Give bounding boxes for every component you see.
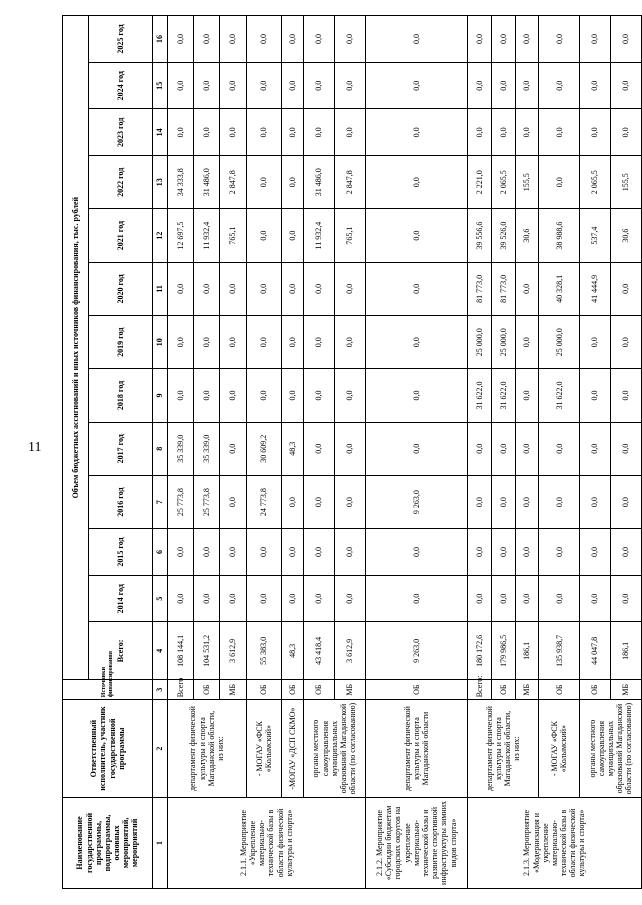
- value-year: 0,0: [610, 62, 641, 109]
- header-name: Наименование государственной программы, подпрограммы, основных мероприятий, мероприятий: [63, 797, 153, 888]
- value-year: 0,0: [467, 62, 491, 109]
- responsible-iz-nih: из них:: [216, 736, 226, 761]
- value-year: 0,0: [365, 422, 467, 475]
- source-cell: Всего:: [467, 680, 491, 700]
- col-index: 14: [153, 109, 168, 156]
- value-year: 0,0: [334, 369, 365, 422]
- header-year: 2017 год: [89, 422, 153, 475]
- value-year: 0,0: [220, 369, 246, 422]
- value-year: 0,0: [579, 62, 610, 109]
- value-year: 0,0: [246, 109, 282, 156]
- value-year: 38 988,6: [539, 209, 580, 262]
- header-year: 2016 год: [89, 475, 153, 528]
- value-year: 0,0: [220, 16, 246, 63]
- value-total: 108 144,1: [168, 622, 194, 680]
- value-year: 0,0: [539, 422, 580, 475]
- value-year: 0,0: [334, 475, 365, 528]
- value-year: 0,0: [365, 109, 467, 156]
- value-year: 25 000,0: [539, 316, 580, 369]
- value-year: 81 773,0: [491, 262, 515, 315]
- value-total: 186,1: [610, 622, 641, 680]
- col-index: 12: [153, 209, 168, 262]
- header-year: 2024 год: [89, 62, 153, 109]
- value-year: 0,0: [515, 109, 539, 156]
- value-year: 11 932,4: [303, 209, 334, 262]
- header-year: 2020 год: [89, 262, 153, 315]
- value-year: 0,0: [515, 369, 539, 422]
- measure-name-213: 2.1.3. Мероприятие «Модернизация и укрепление материально-технической базы в области физической культуры и спорта»: [467, 797, 641, 888]
- value-year: 0,0: [467, 109, 491, 156]
- value-year: 0,0: [334, 109, 365, 156]
- value-year: 31 622,0: [491, 369, 515, 422]
- value-total: 44 047,8: [579, 622, 610, 680]
- value-year: 0,0: [365, 16, 467, 63]
- value-year: 0,0: [194, 109, 220, 156]
- value-year: 0,0: [365, 62, 467, 109]
- value-year: 0,0: [334, 529, 365, 576]
- value-year: 40 328,1: [539, 262, 580, 315]
- value-year: 0,0: [365, 529, 467, 576]
- value-total: 180 172,6: [467, 622, 491, 680]
- page-number: 11: [28, 440, 42, 455]
- value-year: 0,0: [579, 475, 610, 528]
- header-year: 2023 год: [89, 109, 153, 156]
- value-year: 0,0: [282, 369, 303, 422]
- value-year: 0,0: [334, 422, 365, 475]
- value-year: 35 339,0: [194, 422, 220, 475]
- value-year: 0,0: [539, 109, 580, 156]
- value-year: 31 622,0: [467, 369, 491, 422]
- value-year: 0,0: [220, 422, 246, 475]
- source-cell: МБ: [220, 680, 246, 700]
- responsible-dep: департамент физической культуры и спорта Магаданской области,: [484, 706, 513, 792]
- value-year: 0,0: [303, 529, 334, 576]
- value-year: 0,0: [610, 422, 641, 475]
- responsible-iz-nih: из них:: [512, 736, 522, 761]
- measure-name-212: 2.1.2. Мероприятие «Субсидии бюджетам городских округов на укрепление материально-технической базы и развитие спортивной инфраструктуры зимних видов спорта»: [365, 797, 467, 888]
- header-total: Всего:: [89, 622, 153, 680]
- value-year: 0,0: [303, 109, 334, 156]
- value-year: 0,0: [610, 16, 641, 63]
- value-year: 765,1: [220, 209, 246, 262]
- value-year: 0,0: [491, 575, 515, 622]
- value-year: 0,0: [194, 62, 220, 109]
- header-year: 2025 год: [89, 16, 153, 63]
- source-cell: ОБ: [194, 680, 220, 700]
- value-year: 0,0: [491, 62, 515, 109]
- value-year: 48,3: [282, 422, 303, 475]
- value-year: 0,0: [515, 316, 539, 369]
- value-year: 0,0: [303, 16, 334, 63]
- value-year: 0,0: [194, 369, 220, 422]
- rotated-table-wrapper: [62, 15, 642, 889]
- table-row: [282, 16, 303, 889]
- value-year: 0,0: [303, 475, 334, 528]
- value-year: 0,0: [467, 475, 491, 528]
- value-year: 41 444,9: [579, 262, 610, 315]
- value-year: 0,0: [515, 475, 539, 528]
- value-year: 155,5: [515, 156, 539, 209]
- value-year: 0,0: [491, 529, 515, 576]
- value-year: 0,0: [220, 62, 246, 109]
- value-year: 0,0: [194, 529, 220, 576]
- value-year: 0,0: [334, 16, 365, 63]
- value-year: 0,0: [282, 62, 303, 109]
- col-index: 2: [153, 700, 168, 798]
- value-year: 0,0: [194, 575, 220, 622]
- value-year: 0,0: [365, 575, 467, 622]
- table-row: [467, 16, 491, 889]
- value-year: 0,0: [334, 575, 365, 622]
- source-cell: ОБ: [491, 680, 515, 700]
- table-row: [303, 16, 334, 889]
- value-year: 0,0: [467, 422, 491, 475]
- value-year: 30,6: [610, 209, 641, 262]
- col-index: 13: [153, 156, 168, 209]
- value-total: 3 612,9: [334, 622, 365, 680]
- value-year: 0,0: [282, 262, 303, 315]
- value-year: 0,0: [579, 422, 610, 475]
- source-cell: МБ: [515, 680, 539, 700]
- value-year: 31 486,0: [303, 156, 334, 209]
- value-year: 25 000,0: [467, 316, 491, 369]
- value-year: 155,5: [610, 156, 641, 209]
- header-source: Источники финансирования: [63, 680, 153, 700]
- value-year: 30,6: [515, 209, 539, 262]
- col-index: 1: [153, 797, 168, 888]
- responsible-omsu-213: органы местного самоуправления муниципальных образований Магаданской области (по согласованию): [579, 700, 641, 798]
- value-year: 0,0: [246, 316, 282, 369]
- source-cell: ОБ: [303, 680, 334, 700]
- value-year: 0,0: [282, 575, 303, 622]
- value-year: 0,0: [579, 529, 610, 576]
- value-year: 0,0: [539, 156, 580, 209]
- source-cell: Всего: [168, 680, 194, 700]
- value-year: 0,0: [282, 209, 303, 262]
- value-total: 9 263,0: [365, 622, 467, 680]
- col-index: 3: [153, 680, 168, 700]
- table-stage: [62, 15, 642, 889]
- value-year: 0,0: [491, 422, 515, 475]
- value-year: 39 556,6: [467, 209, 491, 262]
- value-year: 0,0: [334, 62, 365, 109]
- header-year: 2019 год: [89, 316, 153, 369]
- value-year: 0,0: [246, 575, 282, 622]
- value-year: 12 697,5: [168, 209, 194, 262]
- header-year: 2022 год: [89, 156, 153, 209]
- value-year: 2 065,5: [579, 156, 610, 209]
- value-year: 25 000,0: [491, 316, 515, 369]
- value-total: 135 938,7: [539, 622, 580, 680]
- value-year: 0,0: [515, 575, 539, 622]
- value-year: 0,0: [610, 316, 641, 369]
- value-year: 0,0: [610, 262, 641, 315]
- value-year: 765,1: [334, 209, 365, 262]
- value-year: 0,0: [246, 262, 282, 315]
- value-total: 186,1: [515, 622, 539, 680]
- value-year: 30 609,2: [246, 422, 282, 475]
- value-year: 0,0: [246, 156, 282, 209]
- value-total: 55 383,0: [246, 622, 282, 680]
- col-index: 4: [153, 622, 168, 680]
- responsible-dep: департамент физической культуры и спорта Магаданской области,: [188, 706, 216, 792]
- value-year: 0,0: [220, 475, 246, 528]
- value-year: 0,0: [194, 16, 220, 63]
- value-year: 2 065,5: [491, 156, 515, 209]
- value-total: 179 986,5: [491, 622, 515, 680]
- value-year: 0,0: [491, 109, 515, 156]
- value-year: 0,0: [168, 262, 194, 315]
- value-year: 0,0: [246, 16, 282, 63]
- value-year: 11 932,4: [194, 209, 220, 262]
- value-year: 0,0: [282, 316, 303, 369]
- header-year: 2014 год: [89, 575, 153, 622]
- value-year: 0,0: [365, 209, 467, 262]
- value-year: 0,0: [168, 16, 194, 63]
- value-year: 0,0: [610, 529, 641, 576]
- source-cell: ОБ: [365, 680, 467, 700]
- value-year: 31 486,0: [194, 156, 220, 209]
- responsible-cell: [168, 700, 247, 798]
- value-year: 0,0: [365, 316, 467, 369]
- value-year: 24 773,8: [246, 475, 282, 528]
- value-year: 0,0: [539, 16, 580, 63]
- responsible-mogau-fsk-213: - МОГАУ «ФСК «Колымский»: [539, 700, 580, 798]
- value-year: 0,0: [515, 62, 539, 109]
- value-year: 0,0: [467, 16, 491, 63]
- value-year: 0,0: [491, 475, 515, 528]
- value-year: 0,0: [220, 109, 246, 156]
- value-year: 0,0: [539, 575, 580, 622]
- table-row: [365, 16, 467, 889]
- value-year: 0,0: [579, 109, 610, 156]
- table-row: [539, 16, 580, 889]
- value-year: 0,0: [168, 529, 194, 576]
- value-year: 0,0: [220, 262, 246, 315]
- col-index: 9: [153, 369, 168, 422]
- value-year: 0,0: [539, 529, 580, 576]
- value-year: 2 847,8: [334, 156, 365, 209]
- col-index: 16: [153, 16, 168, 63]
- column-index-row: [153, 16, 168, 889]
- value-year: 2 221,0: [467, 156, 491, 209]
- value-year: 39 526,0: [491, 209, 515, 262]
- value-year: 0,0: [365, 262, 467, 315]
- value-year: 0,0: [303, 575, 334, 622]
- value-year: 0,0: [515, 262, 539, 315]
- source-cell: ОБ: [246, 680, 282, 700]
- col-index: 7: [153, 475, 168, 528]
- value-year: 0,0: [515, 529, 539, 576]
- header-year: 2018 год: [89, 369, 153, 422]
- responsible-omsu: органы местного самоуправления муниципальных образований Магаданской области (по согласованию): [303, 700, 365, 798]
- value-year: 0,0: [579, 316, 610, 369]
- value-total: 3 612,9: [220, 622, 246, 680]
- financing-table: [62, 15, 642, 889]
- table-row: [246, 16, 282, 889]
- responsible-mogau-fsk: - МОГАУ «ФСК «Колымский»: [246, 700, 282, 798]
- value-year: 35 339,0: [168, 422, 194, 475]
- table-row: [168, 16, 194, 889]
- value-year: 537,4: [579, 209, 610, 262]
- value-year: 31 622,0: [539, 369, 580, 422]
- value-year: 0,0: [515, 16, 539, 63]
- col-index: 15: [153, 62, 168, 109]
- responsible-mogau-dsp: -МОГАУ «ДСП СКМО»: [282, 700, 303, 798]
- value-year: 0,0: [282, 109, 303, 156]
- value-year: 0,0: [282, 156, 303, 209]
- value-total: 43 418,4: [303, 622, 334, 680]
- value-year: 0,0: [168, 575, 194, 622]
- value-year: 0,0: [246, 369, 282, 422]
- value-year: 0,0: [303, 422, 334, 475]
- value-year: 0,0: [220, 529, 246, 576]
- value-year: 0,0: [303, 62, 334, 109]
- responsible-dep-212: департамент физической культуры и спорта Магаданской области: [365, 700, 467, 798]
- value-year: 0,0: [610, 109, 641, 156]
- source-cell: ОБ: [579, 680, 610, 700]
- header-responsible: Ответственный исполнитель, участник государственной программы: [63, 700, 153, 798]
- value-year: 25 773,8: [168, 475, 194, 528]
- value-year: 0,0: [282, 529, 303, 576]
- table-row: [579, 16, 610, 889]
- source-cell: ОБ: [282, 680, 303, 700]
- value-year: 0,0: [491, 16, 515, 63]
- value-year: 34 333,8: [168, 156, 194, 209]
- header-year: 2021 год: [89, 209, 153, 262]
- value-year: 0,0: [168, 109, 194, 156]
- value-year: 0,0: [303, 262, 334, 315]
- col-index: 6: [153, 529, 168, 576]
- value-year: 0,0: [334, 316, 365, 369]
- source-cell: МБ: [610, 680, 641, 700]
- source-cell: ОБ: [539, 680, 580, 700]
- col-index: 11: [153, 262, 168, 315]
- value-year: 0,0: [539, 62, 580, 109]
- header-year: 2015 год: [89, 529, 153, 576]
- value-year: 0,0: [220, 316, 246, 369]
- measure-name-211: 2.1.1. Мероприятие «Укрепление материально-технической базы в области физической культуры и спорта»: [168, 797, 366, 888]
- col-index: 8: [153, 422, 168, 475]
- value-year: 0,0: [303, 369, 334, 422]
- value-year: 0,0: [467, 529, 491, 576]
- value-year: 0,0: [194, 262, 220, 315]
- value-year: 0,0: [365, 369, 467, 422]
- value-year: 9 263,0: [365, 475, 467, 528]
- value-year: 81 773,0: [467, 262, 491, 315]
- value-year: 0,0: [610, 575, 641, 622]
- value-year: 0,0: [168, 369, 194, 422]
- col-index: 5: [153, 575, 168, 622]
- value-year: 0,0: [610, 475, 641, 528]
- value-year: 0,0: [168, 62, 194, 109]
- source-cell: МБ: [334, 680, 365, 700]
- value-year: 0,0: [467, 575, 491, 622]
- responsible-cell-213: [467, 700, 538, 798]
- header-volume: Объем бюджетных ассигнований и иных источников финансирования, тыс. рублей: [63, 16, 89, 680]
- value-total: 104 531,2: [194, 622, 220, 680]
- value-year: 0,0: [515, 422, 539, 475]
- value-year: 0,0: [282, 16, 303, 63]
- value-total: 48,3: [282, 622, 303, 680]
- value-year: 25 773,8: [194, 475, 220, 528]
- value-year: 0,0: [246, 209, 282, 262]
- value-year: 0,0: [579, 16, 610, 63]
- value-year: 0,0: [303, 316, 334, 369]
- value-year: 0,0: [194, 316, 220, 369]
- col-index: 10: [153, 316, 168, 369]
- value-year: 0,0: [168, 316, 194, 369]
- value-year: 0,0: [539, 475, 580, 528]
- value-year: 0,0: [246, 62, 282, 109]
- value-year: 0,0: [282, 475, 303, 528]
- value-year: 0,0: [610, 369, 641, 422]
- value-year: 2 847,8: [220, 156, 246, 209]
- value-year: 0,0: [365, 156, 467, 209]
- value-year: 0,0: [246, 529, 282, 576]
- value-year: 0,0: [220, 575, 246, 622]
- value-year: 0,0: [579, 369, 610, 422]
- value-year: 0,0: [579, 575, 610, 622]
- value-year: 0,0: [334, 262, 365, 315]
